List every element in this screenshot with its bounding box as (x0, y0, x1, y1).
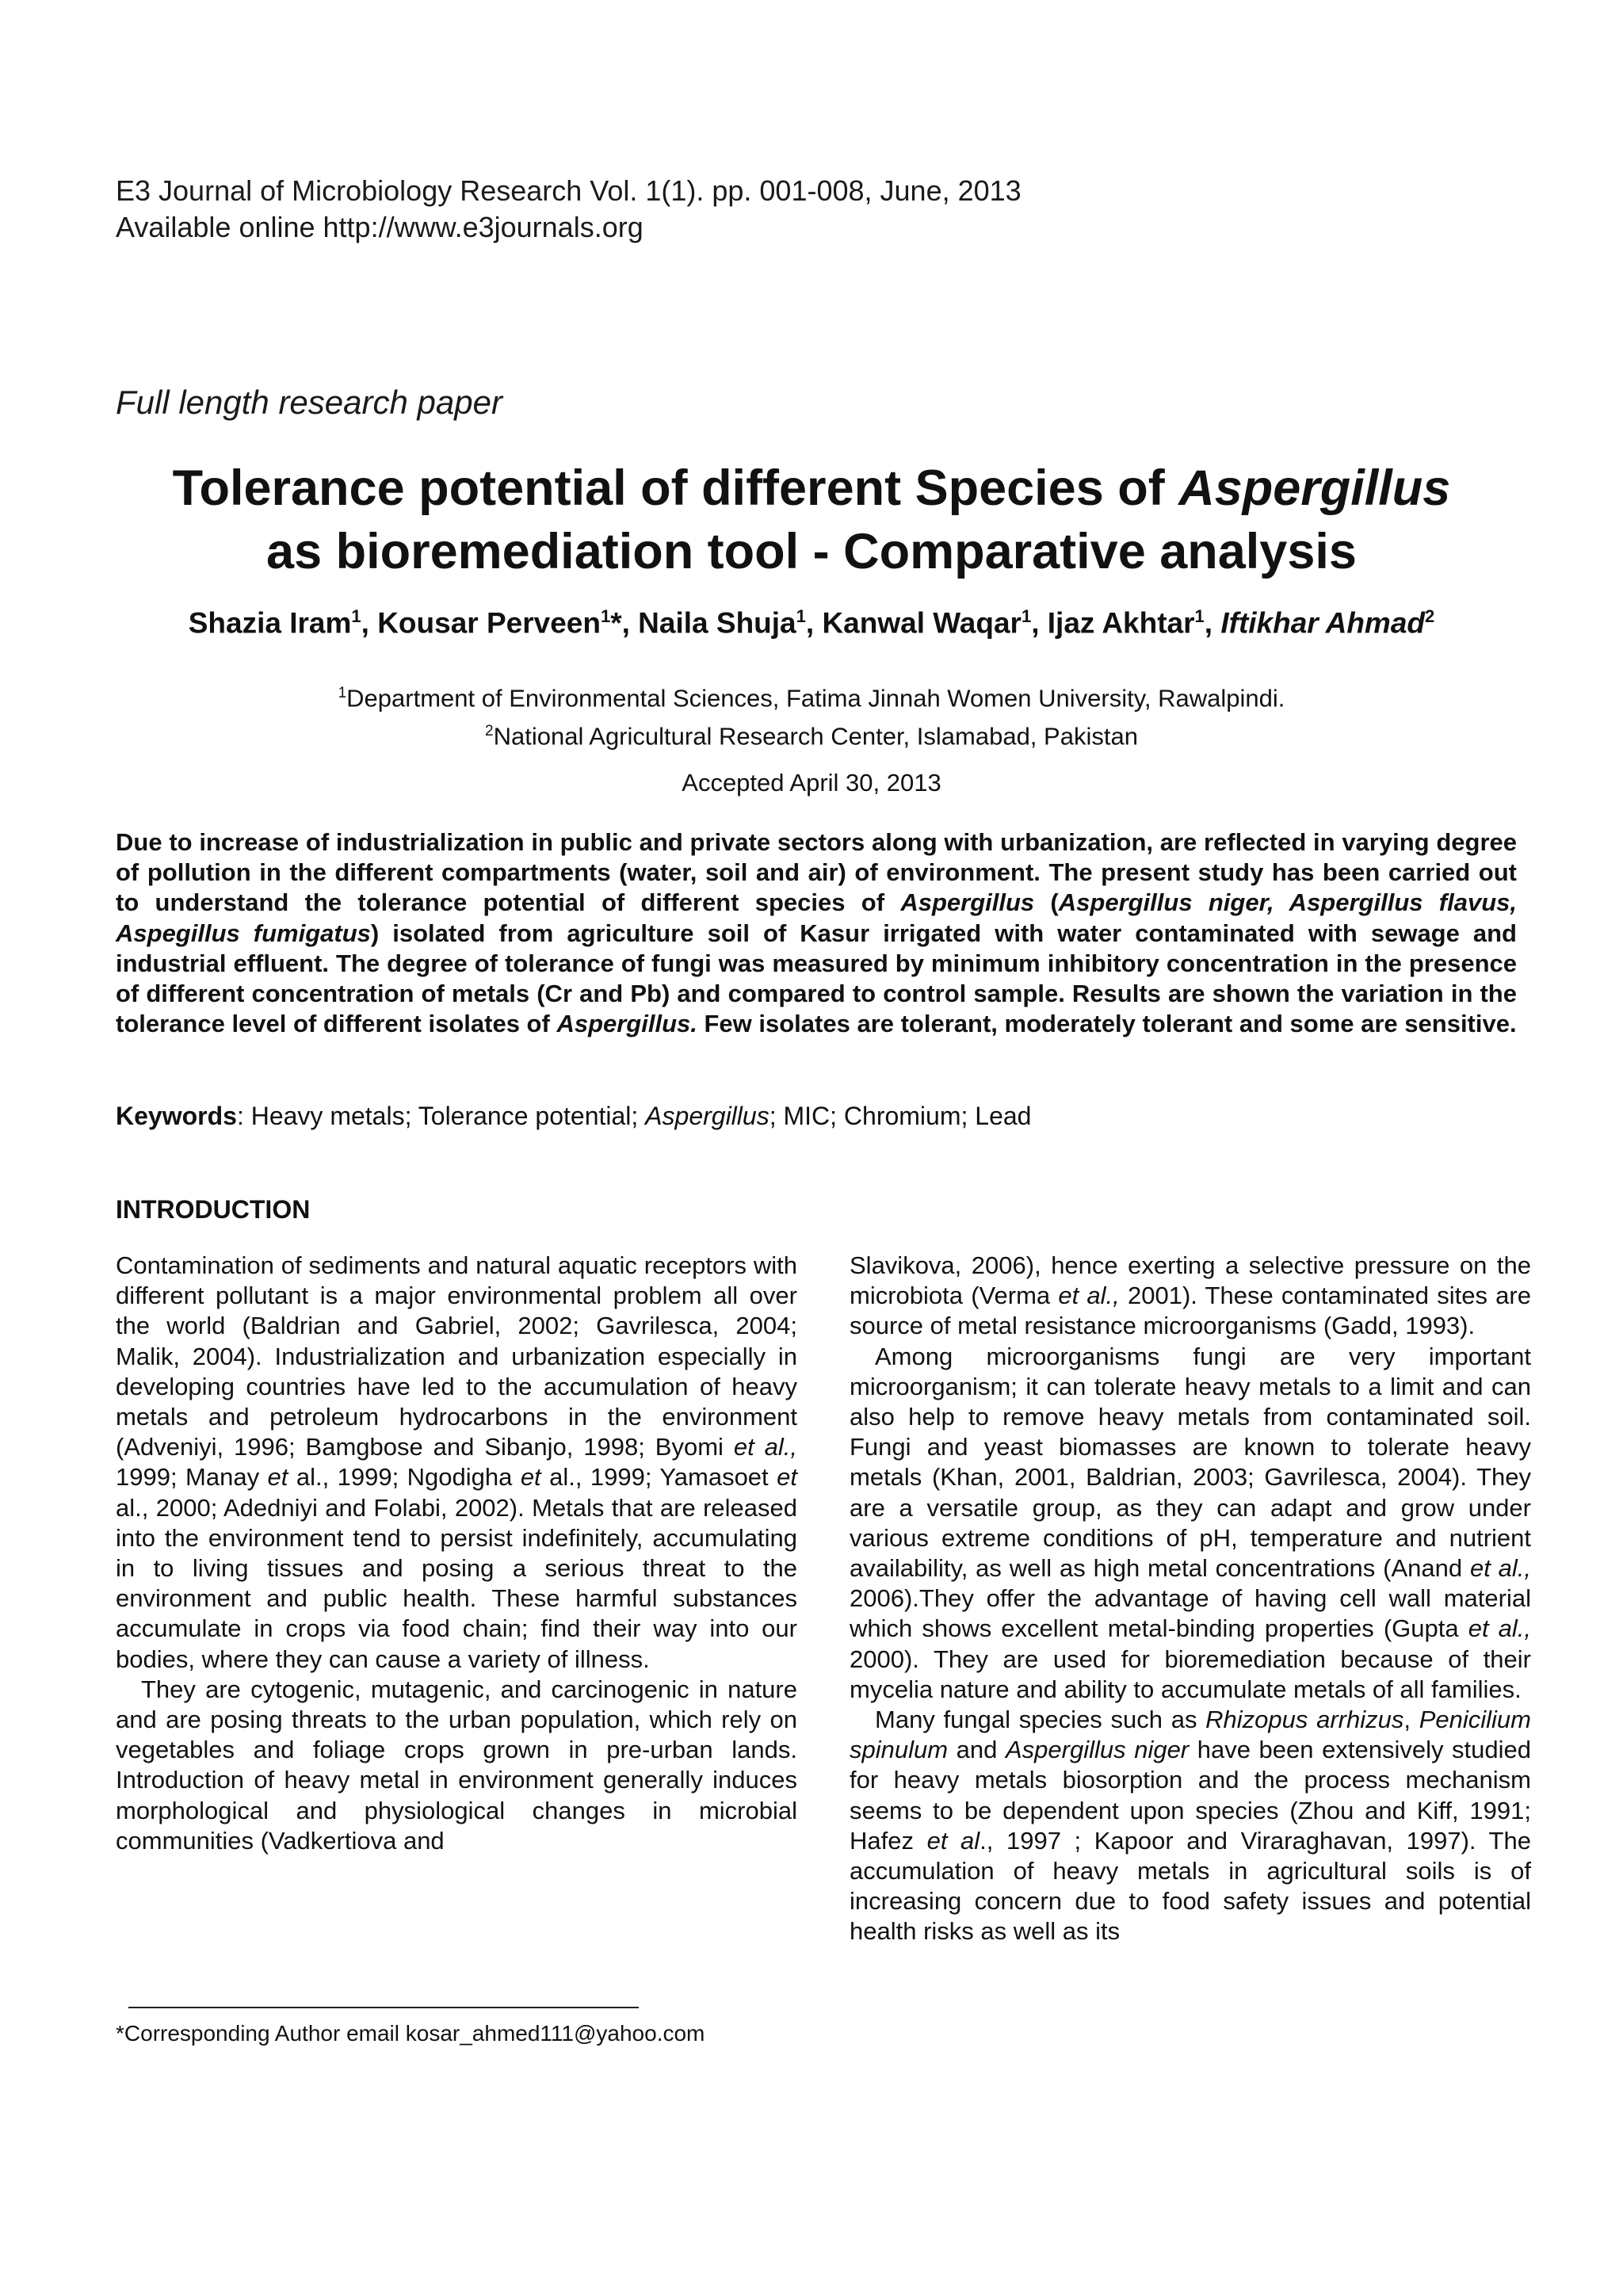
title-line-2: as bioremediation tool - Comparative analysis (266, 524, 1357, 579)
corresponding-author-footnote: *Corresponding Author email kosar_ahmed111@yahoo.com (116, 2021, 705, 2046)
journal-citation: E3 Journal of Microbiology Research Vol. 1(1). pp. 001-008, June, 2013 (116, 174, 1022, 207)
italic-text: et (777, 1463, 797, 1492)
author-name: Kanwal Waqar (822, 606, 1022, 640)
title-line-1 (79, 457, 1544, 520)
italic-text: Rhizopus arrhizus (1205, 1706, 1404, 1734)
footnote-divider (128, 2007, 639, 2008)
body-text: al., 2000; Adedniyi and Folabi, 2002). Metals that are released into the environment tend to persist indefinitely, accumulating in to living tissues and posing a serious threat to the environment and public health. These harmful substances accumulate in crops via food chain; find their way into our bodies, where they can cause a variety of illness. (116, 1493, 797, 1673)
italic-text: Penicilium spinulum (850, 1706, 1531, 1764)
body-text: Many fungal species such as (875, 1706, 1206, 1734)
author-separator: , (805, 606, 823, 640)
keywords-text: : Heavy metals; Tolerance potential; (236, 1102, 646, 1130)
accepted-date: Accepted April 30, 2013 (682, 769, 941, 797)
body-text: 2000). They are used for bioremediation because of their mycelia nature and ability to accumulate metals of all families. (850, 1645, 1531, 1703)
abstract-text: ( (1034, 888, 1059, 917)
section-heading-introduction: INTRODUCTION (116, 1195, 311, 1224)
abstract (116, 827, 1517, 1039)
italic-text: et (267, 1463, 288, 1492)
abstract-genus: Aspergillus. (556, 1010, 697, 1038)
affiliation-sup: 1 (338, 685, 347, 701)
affiliation-sup: 2 (485, 723, 494, 740)
abstract-genus: Aspergillus (900, 888, 1035, 917)
author-list (79, 606, 1544, 640)
paragraph (116, 1675, 797, 1856)
author-affil-sup: 2 (1425, 606, 1435, 626)
body-text: Among microorganisms fungi are very important microorganism; it can tolerate heavy metals to a limit and can also help to remove heavy metals from contaminated soil. Fungi and yeast biomasses are known to tolerate heavy metals (Khan, 2001, Baldrian, 2003; Gavrilesca, 2004). They are a versatile group, as they can adapt and grow under various extreme conditions of pH, temperature and nutrient availability, as well as high metal concentrations (Anand (850, 1342, 1531, 1583)
author-name: Kousar Perveen (377, 606, 601, 640)
body-text: 2006).They offer the advantage of having cell wall material which shows excellent metal-binding properties (Gupta (850, 1584, 1531, 1643)
author-name: Naila Shuja (638, 606, 796, 640)
affiliations (79, 677, 1544, 754)
author-separator: *, (610, 606, 639, 640)
author-name: Ijaz Akhtar (1047, 606, 1195, 640)
author-affil-sup: 1 (351, 606, 361, 626)
affiliation-text: National Agricultural Research Center, Islamabad, Pakistan (493, 722, 1138, 751)
body-text: Slavikova, 2006), hence exerting a selective pressure on the microbiota (Verma (850, 1251, 1531, 1310)
body-text: al., 1999; Ngodigha (288, 1463, 521, 1492)
author-name: Shazia Iram (188, 606, 352, 640)
body-text: , (1403, 1706, 1419, 1734)
abstract-text: Due to increase of industrialization in public and private sectors along with urbanization, are reflected in varying degree of pollution in the different compartments (water, soil and air) of environment. The present study has been carried out to understand the tolerance potential of different species of (116, 828, 1517, 917)
author-affil-sup: 1 (796, 606, 806, 626)
paragraph (850, 1342, 1531, 1705)
body-text: have been extensively studied for heavy metals biosorption and the process mechanism seems to be dependent upon species (Zhou and Kiff, 1991; Hafez (850, 1736, 1532, 1855)
body-text: and (948, 1736, 1006, 1764)
keywords-label: Keywords (116, 1102, 237, 1130)
affiliation-2 (79, 715, 1544, 753)
abstract-text: ) isolated from agriculture soil of Kasur irrigated with water contaminated with sewage and industrial effluent. The degree of tolerance of fungi was measured by minimum inhibitory concentration in the presence of different concentration of metals (Cr and Pb) and compared to control sample. Results are shown the variation in the tolerance level of different isolates of (116, 919, 1517, 1038)
body-text: 1999; Manay (116, 1463, 268, 1492)
body-text: Contamination of sediments and natural aquatic receptors with different pollutant is a major environmental problem all over the world (Baldrian and Gabriel, 2002; Gavrilesca, 2004; Malik, 2004). Industrialization and urbanization especially in developing countries have led to the accumulation of heavy metals and petroleum hydrocarbons in the environment (Adveniyi, 1996; Bamgbose and Sibanjo, 1998; Byomi (116, 1251, 797, 1461)
body-text: 2001). These contaminated sites are source of metal resistance microorganisms (Gadd, 1993). (850, 1282, 1531, 1340)
title-line-1-text: Tolerance potential of different Species of (172, 460, 1179, 516)
author-separator: , (1031, 606, 1048, 640)
paper-title (79, 457, 1544, 583)
keywords-genus: Aspergillus (645, 1102, 769, 1130)
paragraph (850, 1251, 1531, 1342)
italic-text: et al., (1469, 1554, 1532, 1583)
keywords-text: ; MIC; Chromium; Lead (769, 1102, 1032, 1130)
author-separator: , (361, 606, 378, 640)
body-text: al., 1999; Yamasoet (540, 1463, 777, 1492)
italic-text: et al., (1468, 1614, 1531, 1643)
author-separator: , (1204, 606, 1221, 640)
body-text: ., 1997 ; Kapoor and Viraraghavan, 1997). The accumulation of heavy metals in agricultural soils is of increasing concern due to food safety issues and potential health risks as well as its (850, 1826, 1531, 1946)
title-genus: Aspergillus (1178, 460, 1451, 516)
italic-text: et (520, 1463, 541, 1492)
affiliation-text: Department of Environmental Sciences, Fatima Jinnah Women University, Rawalpindi. (346, 684, 1285, 712)
author-affil-sup: 1 (1021, 606, 1032, 626)
abstract-species: Aspergillus niger, Aspergillus flavus, Aspegillus fumigatus (116, 888, 1517, 947)
keywords (116, 1102, 1031, 1131)
italic-text: Aspergillus niger (1005, 1736, 1190, 1764)
paragraph (850, 1705, 1531, 1947)
body-text: They are cytogenic, mutagenic, and carcinogenic in nature and are posing threats to the urban population, which rely on vegetables and foliage crops grown in pre-urban lands. Introduction of heavy metal in environment generally induces morphological and physiological changes in microbial communities (Vadkertiova and (116, 1675, 797, 1855)
author-affil-sup: 1 (600, 606, 611, 626)
journal-online-url: Available online http://www.e3journals.org (116, 211, 643, 243)
abstract-text: Few isolates are tolerant, moderately tolerant and some are sensitive. (697, 1010, 1517, 1038)
right-column (850, 1251, 1531, 1947)
affiliation-1 (79, 677, 1544, 715)
italic-text: et al., (1058, 1282, 1120, 1310)
paper-type: Full length research paper (116, 384, 502, 421)
author-name: Iftikhar Ahmad (1220, 606, 1426, 640)
paragraph (116, 1251, 797, 1675)
italic-text: et al (926, 1826, 980, 1855)
journal-header (116, 173, 1022, 246)
italic-text: et al., (733, 1433, 797, 1461)
author-affil-sup: 1 (1194, 606, 1205, 626)
left-column (116, 1251, 797, 1856)
